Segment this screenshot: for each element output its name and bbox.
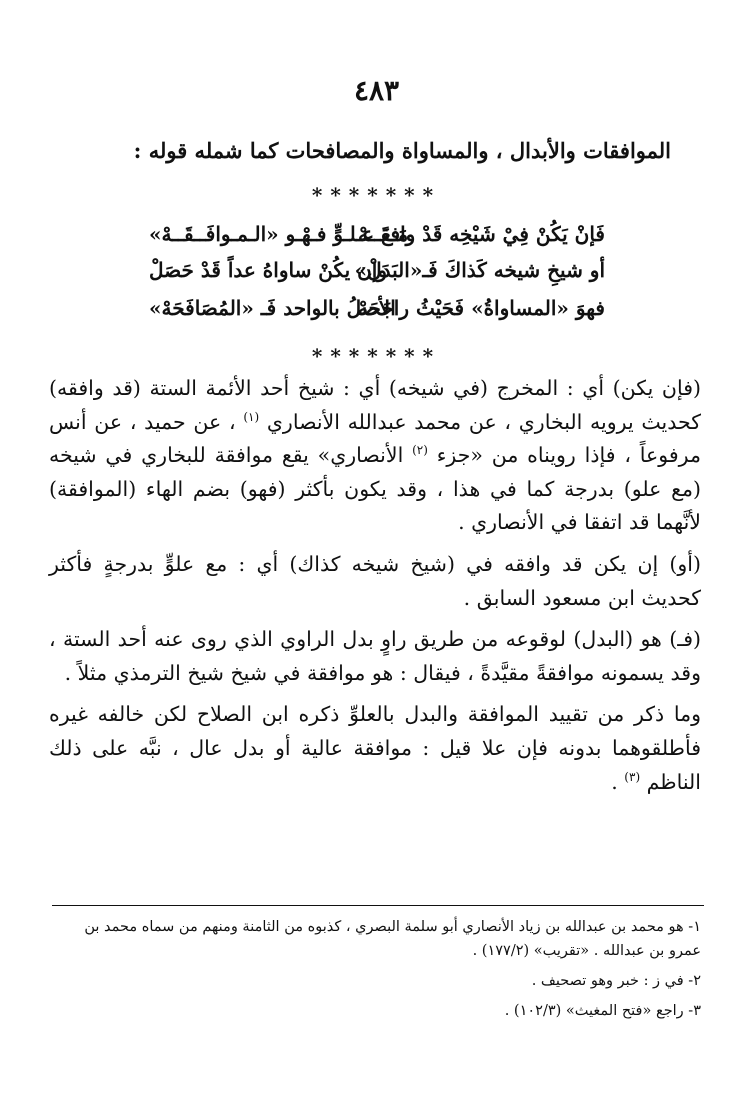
verse-2-first-hemistich: أو شيخِ شيخه كَذاكَ فَـ«البَدَلْ» xyxy=(354,258,605,282)
paragraph-4-part-1: وما ذكر من تقييد الموافقة والبدل بالعلوِّ ذكره ابن الصلاح لكن خالفه غيره فأطلقوهما بدونه فإن علا قيل : موافقة عالية أو بدل عال ، نبَّه على ذلك الناظم xyxy=(49,702,701,794)
verse-3-second-hemistich: الأصلُ بالواحد فَـ «المُصَافَحَهْ» xyxy=(149,296,396,320)
paragraph-1-part-3: الأنصاري» يقع موافقة للبخاري في شيخه (مع علو) بدرجة كما في هذا ، وقد يكون بأكثر (فهو) بضم الهاء (الموافقة) لأنَّهما قد اتفقا في الأنصاري . xyxy=(49,443,701,535)
verse-separator-bottom: ******* xyxy=(311,344,442,368)
verse-line-3 xyxy=(149,296,605,332)
commentary-paragraph-1 xyxy=(49,372,701,540)
paragraph-1-part-2: ، عن حميد ، عن أنس مرفوعاً ، فإذا رويناه من «جزء xyxy=(49,409,701,468)
footnote-ref-3: (٣) xyxy=(624,769,641,784)
commentary-paragraph-3: (فـ) هو (البدل) لوقوعه من طريق راوٍ بدل الراوي الذي روى عنه أحد الستة ، وقد يسمونه موافقةً مقيَّدةً ، فيقال : هو موافقة في شيخ شيخ الترمذي مثلاً . xyxy=(49,627,701,685)
paragraph-1-part-1: (فإن يكن) أي : المخرج (في شيخه) أي : شيخ أحد الأئمة الستة (قد وافقه) كحديث يرويه البخاري ، عن محمد عبدالله الأنصاري xyxy=(49,376,701,434)
footnote-ref-1: (١) xyxy=(243,409,260,424)
verse-3-first-hemistich: فهوَ «المساواةُ» فَحَيْثُ راجَحَهْ xyxy=(357,296,605,320)
commentary-paragraph-4 xyxy=(49,698,701,799)
verse-line-2 xyxy=(149,258,605,294)
footnote-divider xyxy=(52,905,704,906)
commentary-body xyxy=(49,372,701,807)
verse-line-1 xyxy=(149,222,605,258)
page-number: ٤٨٣ xyxy=(353,74,400,107)
verse-2-second-hemistich: وإن يكُنْ ساواهُ عداً قَدْ حَصَلْ xyxy=(149,258,387,282)
verse-1-first-hemistich: فَإنْ يَكُنْ فِيْ شَيْخِه قَدْ وافقَــهْ xyxy=(357,222,605,246)
footnote-2: ٢- في ز : خبر وهو تصحيف . xyxy=(531,973,701,989)
verse-1-second-hemistich: مَـعَ عـلـوٍّ فـهْـو «الـمـوافَــقَــهْ» xyxy=(149,222,409,246)
footnote-3: ٣- راجع «فتح المغيث» (١٠٢/٣) . xyxy=(504,1003,701,1019)
footnote-1: ١- هو محمد بن عبدالله بن زياد الأنصاري أبو سلمة البصري ، كذبوه من الثامنة ومنهم من سماه محمد بن عمرو بن عبدالله . «تقريب» (١٧٧/٢) . xyxy=(84,919,701,959)
footnote-ref-2: (٢) xyxy=(412,443,428,458)
intro-line: الموافقات والأبدال ، والمساواة والمصافحات كما شمله قوله : xyxy=(133,138,671,163)
paragraph-4-part-2: . xyxy=(611,769,618,794)
verse-separator-top: ******* xyxy=(311,183,442,207)
footnotes xyxy=(49,915,701,1029)
commentary-paragraph-2: (أو) إن يكن قد وافقه في (شيخ شيخه كذاك) أي : مع علوٍّ بدرجةٍ فأكثر كحديث ابن مسعود السابق . xyxy=(49,551,701,610)
